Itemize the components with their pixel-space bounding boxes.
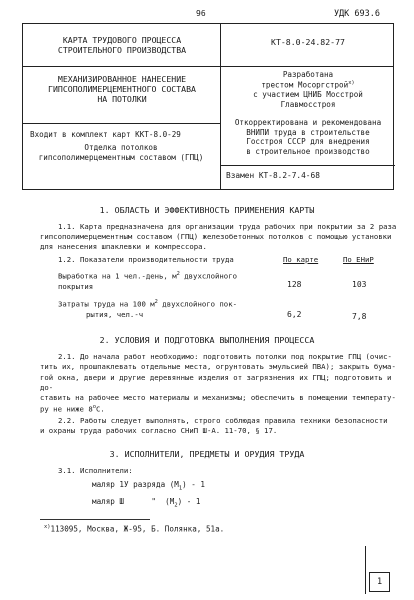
worker-1-count: ) - 1 xyxy=(182,480,205,489)
paragraph-1-1-cont xyxy=(40,232,402,253)
developed-line-4: Главмосстроя xyxy=(280,99,336,109)
header-divider-3 xyxy=(220,165,395,166)
row-output-text: Выработка на 1 чел.-день, м xyxy=(58,271,177,281)
header-divider-2 xyxy=(23,123,220,124)
p1-1-line-1: 1.1. Карта предназначена для организации труда рабочих при покрытии за 2 раза xyxy=(58,222,397,231)
worker-2-sub: 2 xyxy=(174,502,178,509)
worker-row-2 xyxy=(92,497,200,510)
row-output-sup: 2 xyxy=(176,271,180,277)
header-divider-1 xyxy=(23,66,393,67)
replaces-card: Взамен КТ-8.2-7.4-68 xyxy=(226,171,320,180)
approved-line-4: в строительное производство xyxy=(246,147,370,157)
footnote-divider xyxy=(40,519,150,520)
worker-row-1 xyxy=(92,480,205,493)
worker-1-sub: 1 xyxy=(178,485,183,492)
p2-1-line-1: 2.1. До начала работ необходимо: подготовить потолки под покрытие ГПЦ (очис- xyxy=(58,352,392,361)
included-in-set: Входит в комплект карт ККТ-8.0-29 xyxy=(30,130,181,139)
section-2-title: 2. УСЛОВИЯ И ПОДГОТОВКА ВЫПОЛНЕНИЯ ПРОЦЕССА xyxy=(99,335,315,345)
subject-line-1: МЕХАНИЗИРОВАННОЕ НАНЕСЕНИЕ xyxy=(57,74,187,84)
approved-line-3: Госстроя СССР для внедрения xyxy=(246,137,370,147)
approved-line-1: Откорректирована и рекомендована xyxy=(234,118,382,127)
developed-org: трестом Мосоргстрой xyxy=(261,80,349,90)
p2-1-line-3: гой окна, двери и другие деревянные изделия от загрязнения их ГПЦ; подготовить и до- xyxy=(40,372,392,393)
row-output-card-value: 128 xyxy=(287,280,302,289)
section-3-title: 3. ИСПОЛНИТЕЛИ, ПРЕДМЕТЫ И ОРУДИЯ ТРУДА xyxy=(109,449,305,459)
footnote-text: 113095, Москва, Ж-95, Б. Полянка, 51а. xyxy=(50,524,225,534)
developed-line-1: Разработана xyxy=(282,70,334,79)
p1-1-line-2: гипсополимерцементным составом (ГПЦ) железобетонных потолков с помощью установки xyxy=(40,232,392,241)
row-output-label-1 xyxy=(58,271,237,282)
footnote-mark: x) xyxy=(44,524,51,530)
card-title-line-2: СТРОИТЕЛЬНОГО ПРОИЗВОДСТВА xyxy=(57,44,187,55)
column-header-card: По карте xyxy=(283,255,319,264)
row-labor-label-1 xyxy=(58,299,237,310)
column-header-enir: По ЕНиР xyxy=(343,255,374,264)
p2-1-line-4: ставить на рабочее место материалы и механизмы; обеспечить в помещении температу- xyxy=(40,393,396,403)
worker-2-count: ) - 1 xyxy=(177,497,201,506)
paragraph-2-1 xyxy=(40,352,402,415)
header-table xyxy=(22,23,394,190)
row-labor-text: Затраты труда на 100 м xyxy=(58,299,155,309)
card-title xyxy=(31,36,213,56)
row-labor-card-value: 6,2 xyxy=(287,310,302,319)
worker-2-role: маляр Ш " xyxy=(92,497,157,506)
worker-2-code: (М xyxy=(165,497,175,506)
paragraph-2-2 xyxy=(40,416,402,437)
p2-2-line-1: 2.2. Работы следует выполнять, строго соблюдая правила техники безопасности xyxy=(58,416,388,425)
degree-mark: o xyxy=(92,403,96,410)
row-labor-sup: 2 xyxy=(154,299,158,305)
developed-line-3: с участием ЦНИБ Мосстрой xyxy=(253,89,363,99)
page-number: 1 xyxy=(376,577,383,587)
p2-1-temp-unit: С. xyxy=(95,404,105,414)
footnote xyxy=(44,524,224,535)
p2-1-line-5 xyxy=(40,404,402,415)
row-labor-rest: двухслойного пок- xyxy=(157,299,237,309)
paragraph-1-1 xyxy=(40,222,405,232)
card-title-line-1: КАРТА ТРУДОВОГО ПРОЦЕССА xyxy=(62,35,182,45)
p2-2-line-2: и охраны труда рабочих согласно СНиП Ш-А. 11-70, § 17. xyxy=(40,426,278,436)
subject-line-2: ГИПСОПОЛИМЕРЦЕМЕНТНОГО СОСТАВА xyxy=(48,83,196,94)
page-number-box xyxy=(369,572,390,592)
set-topic-line-2: гипсополимерцементным составом (ГПЦ) xyxy=(38,152,204,162)
footnote-ref: x) xyxy=(348,79,355,86)
card-subject xyxy=(31,75,213,105)
page-top-number: 96 xyxy=(196,9,206,18)
paragraph-3-1: 3.1. Исполнители: xyxy=(58,466,133,475)
row-output-rest: двухслойного xyxy=(179,271,237,281)
p2-1-temp-text: ру не ниже 8 xyxy=(40,404,93,414)
page-corner-line-vertical xyxy=(365,546,366,594)
card-code: КТ-8.0-24.82-77 xyxy=(271,37,345,47)
udk-code: УДК 693.6 xyxy=(333,9,380,19)
row-labor-label-2: рытия, чел.-ч xyxy=(86,309,144,319)
subject-line-3: НА ПОТОЛКИ xyxy=(97,93,147,104)
paragraph-1-2: 1.2. Показатели производительности труда xyxy=(58,255,234,264)
section-1-title: 1. ОБЛАСТЬ И ЭФФЕКТИВНОСТЬ ПРИМЕНЕНИЯ КАРТЫ xyxy=(99,205,315,215)
developed-by xyxy=(223,70,393,109)
worker-1-code: (М xyxy=(169,480,179,489)
set-topic-line-1: Отделка потолков xyxy=(84,143,158,152)
approved-line-2: ВНИПИ труда в строительстве xyxy=(246,127,370,137)
developed-line-2 xyxy=(223,80,393,90)
p1-1-line-3: для нанесения шпаклевки и компрессора. xyxy=(40,242,207,252)
approved-by xyxy=(223,118,393,157)
row-labor-enir-value: 7,8 xyxy=(352,312,367,321)
p2-1-line-2: тить их, прошпаклевать отдельные места, огрунтовать эмульсией ПВА); закрыть бума- xyxy=(40,362,396,372)
row-output-enir-value: 103 xyxy=(352,280,367,289)
row-output xyxy=(58,271,237,292)
row-labor xyxy=(58,299,237,320)
worker-1-role: маляр 1У разряда xyxy=(92,480,166,489)
set-topic xyxy=(30,143,212,163)
row-output-label-2: покрытия xyxy=(58,281,94,291)
